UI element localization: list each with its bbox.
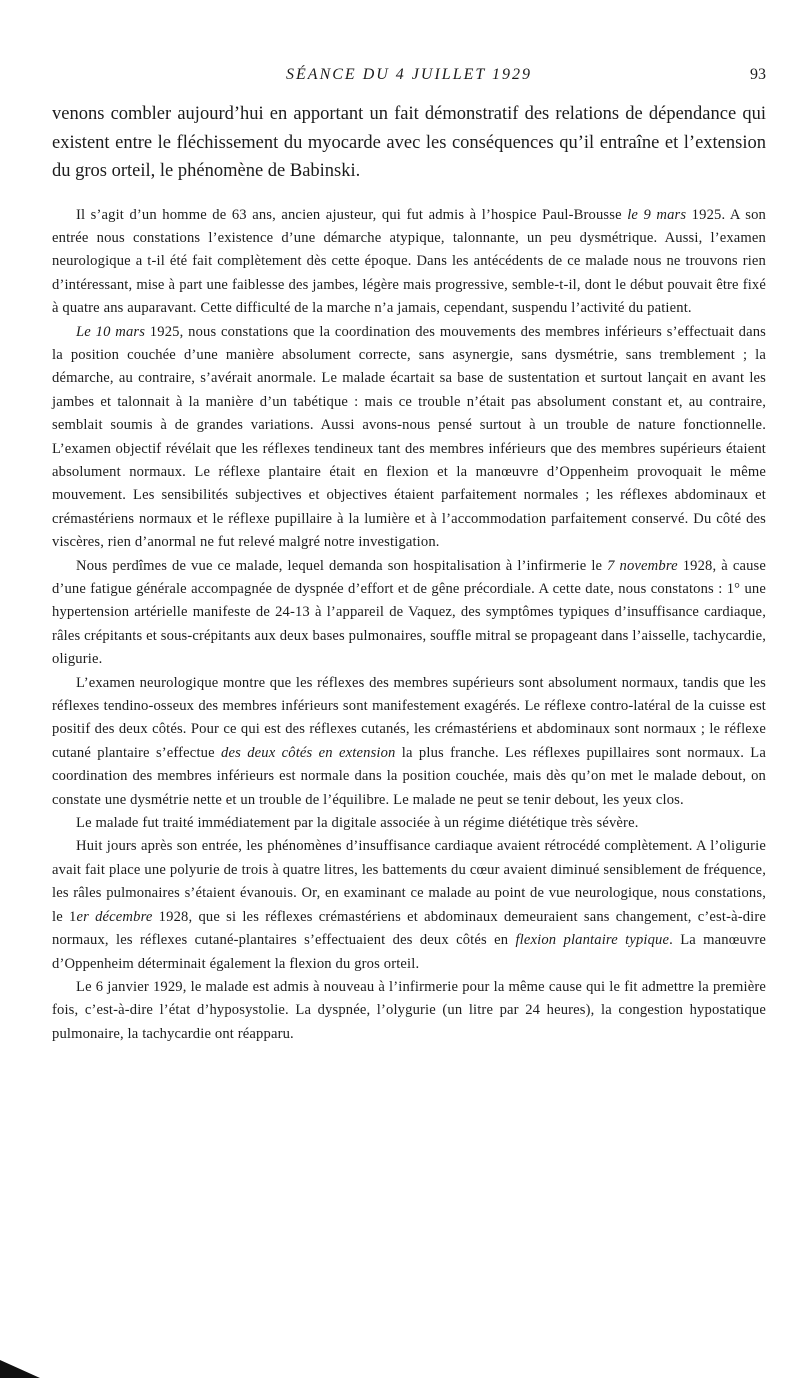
paragraph-4 xyxy=(52,672,766,812)
italic-phrase: flexion plantaire typique xyxy=(515,932,670,949)
running-header xyxy=(52,66,766,88)
intro-block xyxy=(52,100,766,186)
paragraph-2 xyxy=(52,321,766,555)
paragraph-3 xyxy=(52,555,766,672)
italic-phrase: des deux côtés en extension xyxy=(221,744,396,761)
scan-corner-mark xyxy=(0,1360,40,1378)
paragraph-text: . La manœuvre d’Oppenheim déterminait également la flexion du gros orteil. xyxy=(52,932,766,972)
paragraph-text: Le 6 janvier 1929, le malade est admis à nouveau à l’infirmerie pour la même cause qui le fit admettre la première fois, c’est-à-dire l’état d’hyposystolie. La dyspnée, l’olygurie (un litre par 24 heures), la congestion hypostatique pulmonaire, la tachycardie ont réapparu. xyxy=(52,978,766,1042)
paragraph-text: 1925, nous constations que la coordination des mouvements des membres inférieurs s’effectuait dans la position couchée d’une manière absolument correcte, sans asynergie, sans dysmétrie, sans tremblement ; la démarche, au contraire, s’avérait anormale. Le malade écartait sa base de sustentation et surtout lançait en avant les jambes et talonnait à la manière d’un tabétique : mais ce trouble n’était pas absolument constant et, au contraire, semblait soumis à de grandes variations. Aussi avons-nous pensé surtout à un trouble de nature fonctionnelle. L’examen objectif révélait que les réflexes tendineux tant des membres inférieurs que des membres supérieurs étaient absolument normaux. Le réflexe plantaire était en flexion et la manœuvre d’Oppenheim provoquait le même mouvement. Les sensibilités subjectives et objectives étaient parfaitement normales ; les réflexes abdominaux et crémastériens normaux et le réflexe pupillaire à la lumière et à l’accommodation parfaitement conservé. Du côté des viscères, rien d’anormal ne fut relevé malgré notre investigation. xyxy=(52,323,766,551)
paragraph-text: 1928, à cause d’une fatigue générale accompagnée de dyspnée d’effort et de gêne précordiale. A cette date, nous constatons : 1° une hypertension artérielle manifeste de 24-13 à l’appareil de Vaquez, des symptômes typiques d’insuffisance cardiaque, râles crépitants et sous-crépitants aux deux bases pulmonaires, souffle mitral se propageant dans l’aisselle, tachycardie, oligurie. xyxy=(52,557,766,668)
paragraph-text: Le malade fut traité immédiatement par la digitale associée à un régime diététique très sévère. xyxy=(76,815,639,832)
intro-paragraph: venons combler aujourd’hui en apportant un fait démonstratif des relations de dépendance qui existent entre le fléchissement du myocarde avec les conséquences qu’il entraîne et l’extension du gros orteil, le phénomène de Babinski. xyxy=(52,104,766,181)
paragraph-text: 1928, que si les réflexes crémastériens et abdominaux demeuraient sans changement, c’est-à-dire normaux, les réflexes cutané-plantaires s’effectuaient des deux côtés en xyxy=(52,908,767,949)
paragraph-text: Huit jours après son entrée, les phénomènes d’insuffisance cardiaque avaient rétrocédé complètement. A l’oligurie avait fait place une polyurie de trois à quatre litres, les battements du cœur avaient diminué sensiblement de fréquence, les râles pulmonaires s’étaient évanouis. Or, en examinant ce malade au point de vue neurologique, nous constations, le 1 xyxy=(52,838,766,925)
italic-date: le 9 mars xyxy=(627,206,687,223)
paragraph-1 xyxy=(52,204,766,321)
paragraph-text: 1925. A son entrée nous constations l’existence d’une démarche atypique, talonnante, un peu dysmétrique. Aussi, l’examen neurologique a t-il été fait complètement dès cette époque. Dans les antécédents de ce malade nous ne trouvons rien d’intéressant, mise à part une faiblesse des jambes, légère mais progressive, semble-t-il, dont le début pouvait être fixé à quatre ans auparavant. Cette difficulté de la marche n’a jamais, cependant, suspendu l’activité du patient. xyxy=(52,206,766,317)
page-content xyxy=(52,100,766,1046)
body-text xyxy=(52,204,766,1047)
paragraph-5 xyxy=(52,812,766,835)
paragraph-7 xyxy=(52,976,766,1046)
page-number: 93 xyxy=(750,66,766,83)
paragraph-text: Nous perdîmes de vue ce malade, lequel demanda son hospitalisation à l’infirmerie le xyxy=(76,557,608,574)
paragraph-text: L’examen neurologique montre que les réflexes des membres supérieurs sont absolument normaux, tandis que les réflexes tendino-osseux des membres inférieurs sont manifestement exagérés. Le réflexe contro-latéral de la cuisse est positif des deux côtés. Pour ce qui est des réflexes cutanés, les crémastériens et abdominaux sont normaux ; le réflexe cutané plantaire s’effectue xyxy=(52,674,766,761)
paragraph-6 xyxy=(52,835,766,975)
italic-date: Le 10 mars xyxy=(76,323,146,340)
italic-date: er décembre xyxy=(76,908,153,925)
header-title: SÉANCE DU 4 JUILLET 1929 xyxy=(286,66,532,83)
paragraph-text: la plus franche. Les réflexes pupillaires sont normaux. La coordination des membres inférieurs est normale dans la position couchée, mais dès qu’on met le malade debout, on constate une dysmétrie nette et un trouble de l’équilibre. Le malade ne peut se tenir debout, les yeux clos. xyxy=(52,744,766,808)
italic-date: 7 novembre xyxy=(607,557,678,574)
paragraph-text: Il s’agit d’un homme de 63 ans, ancien ajusteur, qui fut admis à l’hospice Paul-Brousse xyxy=(76,206,628,223)
